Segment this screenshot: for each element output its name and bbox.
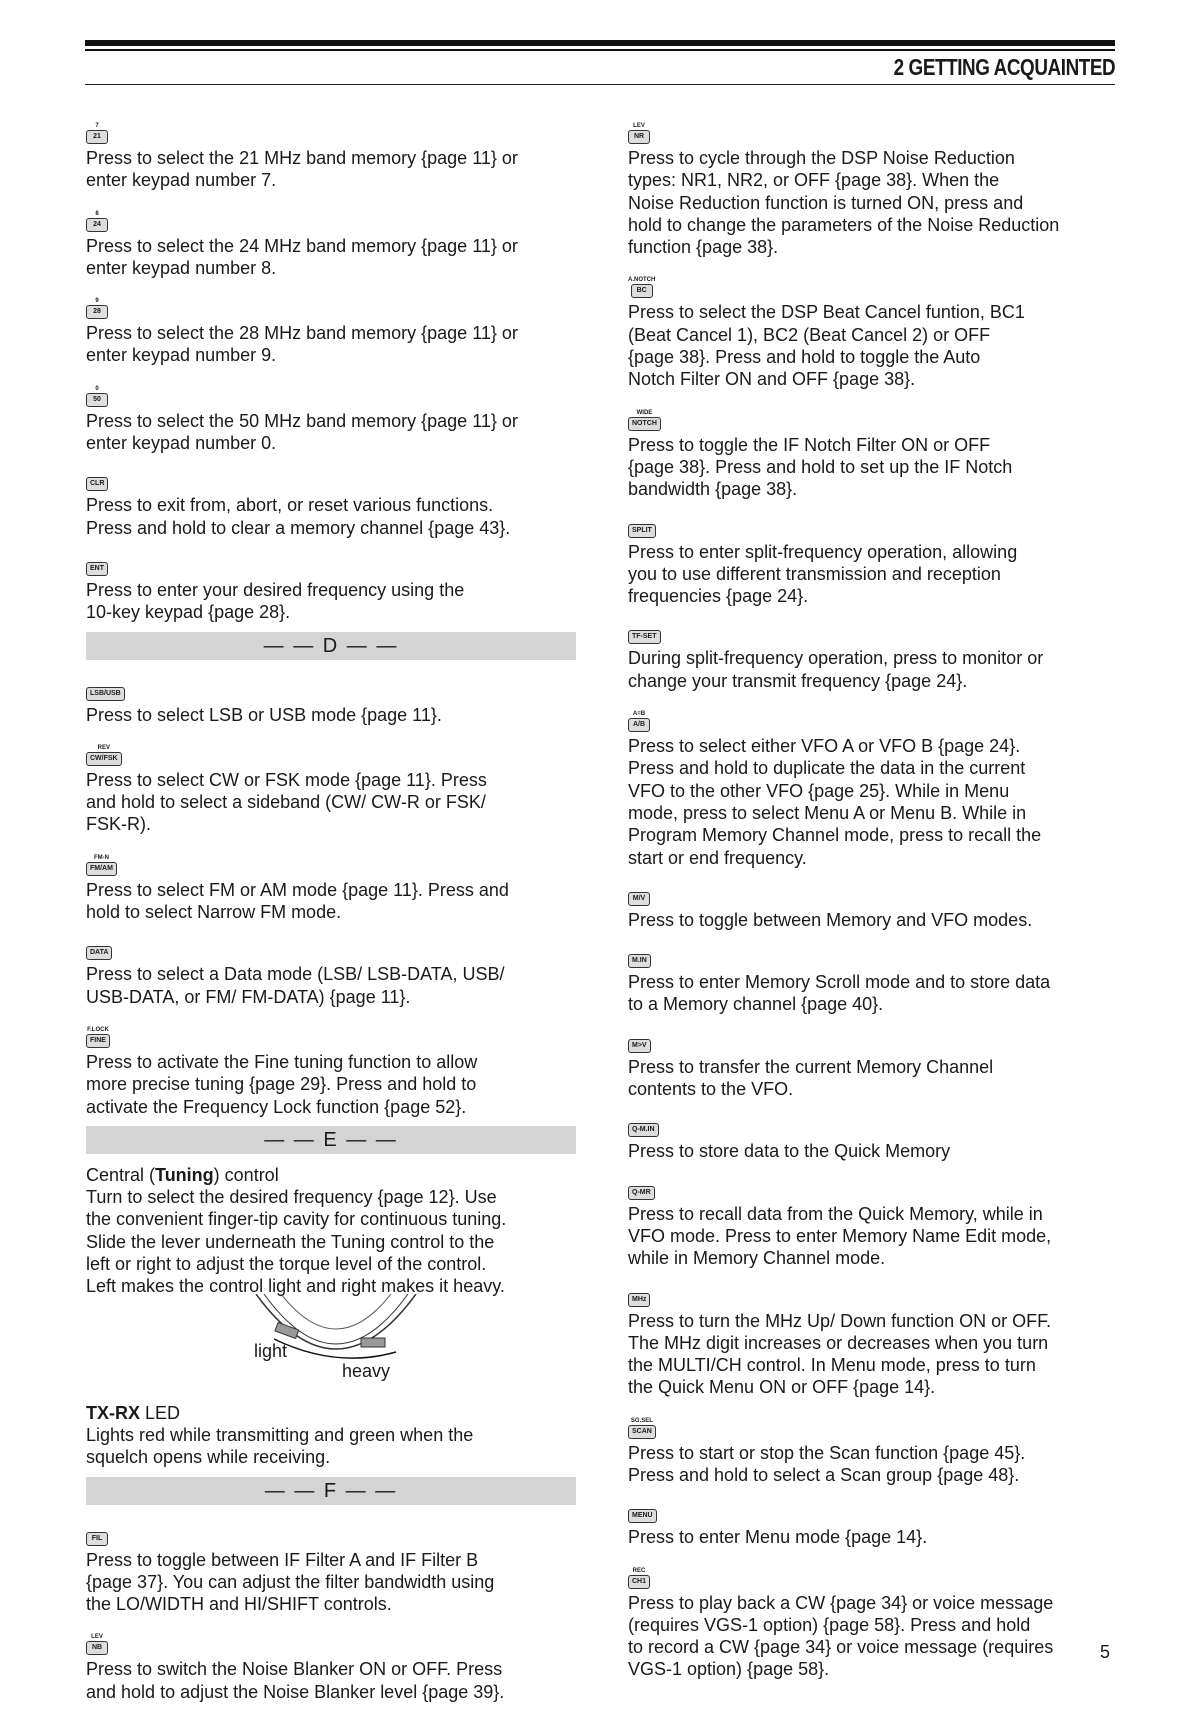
key-icon	[86, 386, 108, 407]
key-icon	[628, 711, 650, 732]
key-label: MHz	[628, 1293, 650, 1307]
title-text: ) control	[213, 1164, 279, 1185]
key-secondary-label: SG.SEL	[630, 1417, 653, 1424]
description-line: squelch opens while receiving.	[86, 1447, 331, 1468]
description-line: Slide the lever underneath the Tuning control to the	[86, 1231, 495, 1252]
description-line: Press to enter your desired frequency using the	[86, 579, 465, 600]
description-line: you to use different transmission and reception	[628, 563, 1001, 584]
title-text: Central (	[86, 1164, 156, 1185]
description-line: while in Memory Channel mode.	[628, 1248, 886, 1269]
description-line: VFO mode. Press to enter Memory Name Edit mode,	[628, 1225, 1052, 1246]
list-item	[628, 110, 1118, 258]
key-label: CLR	[86, 477, 108, 491]
key-label: M>V	[628, 1039, 651, 1053]
description-line: VFO to the other VFO {page 25}. While in Menu	[628, 780, 1010, 801]
description-line: Press and hold to duplicate the data in the current	[628, 758, 1026, 779]
list-item	[86, 545, 576, 624]
list-item	[86, 1402, 576, 1469]
key-icon	[86, 1525, 108, 1546]
list-item	[86, 1014, 576, 1118]
key-secondary-label: A=B	[632, 711, 646, 718]
key-label: MENU	[628, 1509, 657, 1523]
key-label: FM/AM	[86, 862, 117, 876]
list-item	[628, 937, 1118, 1016]
key-label: Q-MR	[628, 1186, 655, 1200]
section-header: — — D — —	[86, 632, 576, 660]
description-line: Press to cycle through the DSP Noise Reduction	[628, 148, 1015, 168]
key-icon	[86, 1634, 108, 1655]
list-item	[86, 732, 576, 836]
key-icon	[628, 1116, 659, 1137]
key-secondary-label: WIDE	[636, 409, 653, 416]
list-item	[628, 1106, 1118, 1162]
chapter-title: 2 GETTING ACQUAINTED	[893, 54, 1115, 80]
description-line: Press to select FM or AM mode {page 11}. Press and	[86, 879, 509, 900]
list-item	[628, 1405, 1118, 1487]
key-secondary-label: LEV	[633, 123, 645, 129]
key-label: NB	[86, 1641, 108, 1655]
description-line: 10-key keypad {page 28}.	[86, 602, 291, 623]
title-bold: TX-RX	[86, 1402, 140, 1423]
list-item	[86, 1621, 576, 1703]
description-line: {page 37}. You can adjust the filter bandwidth using	[86, 1571, 495, 1592]
list-item	[628, 1492, 1118, 1548]
key-label: 28	[86, 305, 108, 319]
title-text: LED	[140, 1402, 181, 1423]
key-icon	[86, 1027, 110, 1048]
key-icon	[628, 947, 651, 968]
description-line: During split-frequency operation, press to monitor or	[628, 648, 1044, 669]
description-line: Press to activate the Fine tuning function to allow	[86, 1051, 478, 1072]
key-secondary-label: 7	[95, 123, 99, 129]
key-label: 24	[86, 218, 108, 232]
description-line: enter keypad number 9.	[86, 345, 277, 366]
description-line: hold to select Narrow FM mode.	[86, 902, 342, 923]
description-line: Press to toggle between Memory and VFO modes.	[628, 909, 1033, 930]
list-item	[628, 875, 1118, 931]
description-line: Press to select the DSP Beat Cancel funtion, BC1	[628, 302, 1025, 323]
key-secondary-label: 0	[95, 385, 99, 392]
key-icon	[86, 298, 108, 319]
tuning-torque-illustration	[86, 1298, 576, 1396]
description-line: enter keypad number 7.	[86, 170, 277, 191]
key-secondary-label: FM-N	[93, 854, 109, 861]
description-line: Press to turn the MHz Up/ Down function ON or OFF.	[628, 1310, 1052, 1331]
description-line: mode, press to select Menu A or Menu B. While in	[628, 802, 1027, 823]
key-icon	[628, 1032, 651, 1053]
item-title	[86, 1402, 576, 1424]
title-bold: Tuning	[155, 1164, 214, 1185]
description-line: enter keypad number 8.	[86, 257, 277, 278]
list-item	[628, 613, 1118, 692]
list-item	[86, 929, 576, 1008]
key-icon	[86, 745, 122, 766]
key-icon	[86, 123, 108, 144]
list-item	[628, 397, 1118, 501]
page-number: 5	[1099, 1642, 1110, 1662]
description-line: Press to select either VFO A or VFO B {page 24}.	[628, 736, 1021, 757]
description-line: Press to select LSB or USB mode {page 11}.	[86, 704, 442, 725]
description-line: Press to select CW or FSK mode {page 11}. Press	[86, 769, 487, 790]
key-secondary-label: REC	[632, 1567, 646, 1574]
description-line: Press to select the 21 MHz band memory {page 11} or	[86, 148, 518, 168]
description-line: Press to start or stop the Scan function {page 45}.	[628, 1442, 1026, 1463]
description-line: Press to select the 24 MHz band memory {page 11} or	[86, 235, 518, 256]
description-line: Press and hold to select a Scan group {page 48}.	[628, 1464, 1020, 1485]
description-line: Press to switch the Noise Blanker ON or OFF. Press	[86, 1659, 503, 1680]
key-secondary-label: 8	[95, 210, 99, 217]
description-line: frequencies {page 24}.	[628, 586, 809, 607]
description-line: Press to recall data from the Quick Memory, while in	[628, 1203, 1043, 1224]
key-icon	[628, 1179, 655, 1200]
right-column	[628, 110, 1118, 1687]
key-label: CW/FSK	[86, 752, 122, 766]
description-line: {page 38}. Press and hold to toggle the Auto	[628, 347, 981, 368]
list-item	[86, 842, 576, 924]
description-line: the Quick Menu ON or OFF {page 14}.	[628, 1377, 936, 1398]
description-line: Press to store data to the Quick Memory	[628, 1141, 951, 1162]
left-column	[86, 110, 576, 1709]
key-secondary-label: 9	[95, 298, 99, 305]
key-icon	[628, 1568, 650, 1589]
description-line: Press to play back a CW {page 34} or voice message	[628, 1592, 1054, 1613]
description-line: and hold to adjust the Noise Blanker level {page 39}.	[86, 1681, 505, 1702]
key-label: TF-SET	[628, 630, 661, 644]
description-line: Left makes the control light and right makes it heavy.	[86, 1276, 505, 1297]
item-title	[86, 1164, 576, 1186]
list-item	[86, 198, 576, 280]
description-line: Press to enter Memory Scroll mode and to store data	[628, 972, 1051, 993]
key-icon	[628, 517, 656, 538]
key-label: SCAN	[628, 1425, 656, 1439]
key-label: 21	[86, 130, 108, 144]
list-item	[628, 698, 1118, 869]
header-rule-thick	[85, 40, 1115, 46]
key-label: 50	[86, 393, 108, 407]
key-label: CH1	[628, 1575, 650, 1589]
description-line: Press to select the 50 MHz band memory {page 11} or	[86, 410, 518, 431]
key-label: A/B	[628, 718, 650, 732]
description-line: Noise Reduction function is turned ON, press and	[628, 192, 1024, 213]
description-line: {page 38}. Press and hold to set up the IF Notch	[628, 456, 1013, 477]
description-line: Press to enter split-frequency operation, allowing	[628, 541, 1018, 562]
list-item	[86, 1164, 576, 1396]
description-line: more precise tuning {page 29}. Press and hold to	[86, 1074, 477, 1095]
list-item	[86, 110, 576, 192]
description-line: VGS-1 option) {page 58}.	[628, 1659, 830, 1680]
description-line: hold to change the parameters of the Noise Reduction	[628, 214, 1060, 235]
description-line: Press to toggle between IF Filter A and IF Filter B	[86, 1549, 479, 1570]
list-item	[628, 1276, 1118, 1399]
description-line: Press to select a Data mode (LSB/ LSB-DATA, USB/	[86, 964, 505, 985]
list-item	[628, 1555, 1118, 1681]
description-line: The MHz digit increases or decreases when you turn	[628, 1332, 1049, 1353]
key-icon	[86, 470, 108, 491]
description-line: to a Memory channel {page 40}.	[628, 994, 884, 1015]
key-label: BC	[631, 284, 653, 298]
list-item	[86, 285, 576, 367]
description-line: the MULTI/CH control. In Menu mode, press to turn	[628, 1355, 1036, 1376]
key-label: M.IN	[628, 954, 651, 968]
description-line: Press and hold to clear a memory channel {page 43}.	[86, 517, 511, 538]
header-rule-bottom	[85, 84, 1115, 85]
description-line: Lights red while transmitting and green when the	[86, 1424, 474, 1445]
key-icon	[86, 555, 108, 576]
key-secondary-label: A.NOTCH	[628, 277, 656, 284]
description-line: types: NR1, NR2, or OFF {page 38}. When the	[628, 170, 1000, 191]
list-item	[628, 1022, 1118, 1101]
description-line: Press to select the 28 MHz band memory {page 11} or	[86, 323, 518, 344]
description-line: and hold to select a sideband (CW/ CW-R or FSK/	[86, 792, 486, 813]
description-line: Turn to select the desired frequency {page 12}. Use	[86, 1187, 497, 1208]
key-label: Q-M.IN	[628, 1123, 659, 1137]
list-item	[86, 670, 576, 726]
key-icon	[628, 1286, 650, 1307]
description-line: the convenient finger-tip cavity for continuous tuning.	[86, 1209, 507, 1230]
key-label: FINE	[86, 1034, 110, 1048]
description-line: Press to toggle the IF Notch Filter ON or OFF	[628, 434, 991, 455]
key-icon	[628, 277, 655, 298]
description-line: left or right to adjust the torque level of the control.	[86, 1254, 487, 1275]
description-line: (requires VGS-1 option) {page 58}. Press and hold	[628, 1614, 1031, 1635]
header-rule-thin	[85, 49, 1115, 51]
key-secondary-label: REV	[97, 744, 110, 751]
list-item	[86, 1515, 576, 1616]
key-label: NR	[628, 130, 650, 144]
description-line: Press to exit from, abort, or reset various functions.	[86, 495, 494, 516]
key-icon	[86, 855, 117, 876]
description-line: bandwidth {page 38}.	[628, 479, 798, 500]
description-line: to record a CW {page 34} or voice message (requires	[628, 1637, 1054, 1658]
description-line: FSK-R).	[86, 814, 151, 835]
list-item	[628, 1169, 1118, 1270]
description-line: Press to enter Menu mode {page 14}.	[628, 1527, 928, 1548]
description-line: USB-DATA, or FM/ FM-DATA) {page 11}.	[86, 986, 411, 1007]
list-item	[86, 460, 576, 539]
key-label: NOTCH	[628, 417, 661, 431]
list-item	[628, 264, 1118, 390]
key-icon	[86, 211, 108, 232]
key-secondary-label: LEV	[91, 1634, 103, 1641]
description-line: start or end frequency.	[628, 847, 807, 868]
key-icon	[86, 680, 125, 701]
description-line: Program Memory Channel mode, press to recall the	[628, 825, 1042, 846]
description-line: (Beat Cancel 1), BC2 (Beat Cancel 2) or OFF	[628, 324, 991, 345]
description-line: activate the Frequency Lock function {page 52}.	[86, 1096, 467, 1117]
key-label: ENT	[86, 562, 108, 576]
description-line: Notch Filter ON and OFF {page 38}.	[628, 369, 916, 390]
key-label: LSB/USB	[86, 687, 125, 701]
section-header: — — E — —	[86, 1126, 576, 1154]
description-line: enter keypad number 0.	[86, 433, 277, 454]
key-secondary-label: F.LOCK	[87, 1026, 109, 1033]
key-label: FIL	[86, 1532, 108, 1546]
description-line: function {page 38}.	[628, 237, 779, 258]
key-label: M/V	[628, 892, 650, 906]
description-line: change your transmit frequency {page 24}.	[628, 670, 968, 691]
key-label: SPLIT	[628, 524, 656, 538]
key-icon	[628, 123, 650, 144]
list-item	[86, 373, 576, 455]
description-line: the LO/WIDTH and HI/SHIFT controls.	[86, 1594, 392, 1615]
light-label: light	[254, 1340, 288, 1361]
key-icon	[628, 1418, 656, 1439]
key-icon	[86, 939, 112, 960]
key-icon	[628, 623, 661, 644]
list-item	[628, 507, 1118, 608]
description-line: contents to the VFO.	[628, 1079, 794, 1100]
key-label: DATA	[86, 946, 112, 960]
description-line: Press to transfer the current Memory Channel	[628, 1056, 994, 1077]
heavy-label: heavy	[342, 1360, 391, 1381]
section-header: — — F — —	[86, 1477, 576, 1505]
key-icon	[628, 410, 661, 431]
key-icon	[628, 1502, 657, 1523]
key-icon	[628, 885, 650, 906]
